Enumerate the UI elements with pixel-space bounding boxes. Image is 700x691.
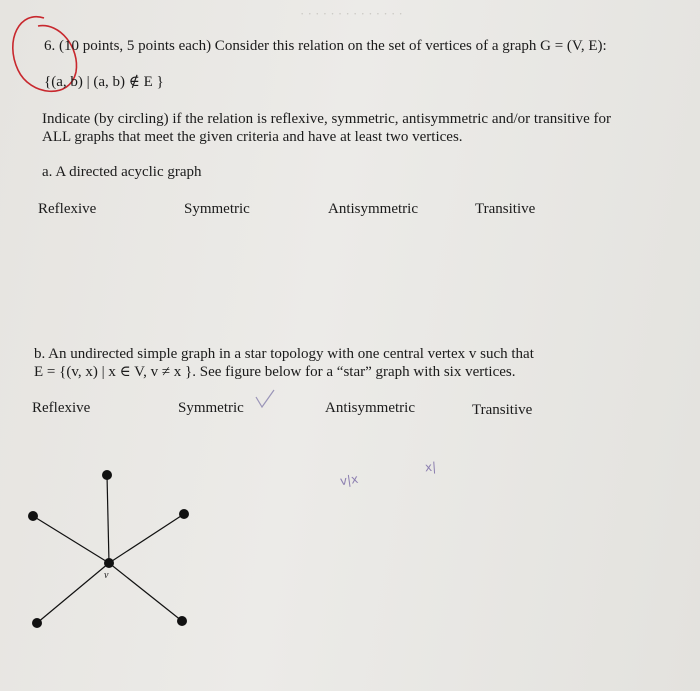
part-a-prompt: a. A directed acyclic graph <box>42 164 202 180</box>
part-b-option-symmetric[interactable]: Symmetric <box>178 400 244 416</box>
graph-vertex <box>28 511 38 521</box>
graph-edge <box>37 563 109 623</box>
handwritten-note-1: v|x <box>339 471 360 489</box>
graph-center-vertex <box>104 558 114 568</box>
graph-edge <box>33 516 109 563</box>
part-a-option-reflexive[interactable]: Reflexive <box>38 201 97 217</box>
part-b-option-transitive[interactable]: Transitive <box>472 402 533 418</box>
part-b-prompt-line-1: b. An undirected simple graph in a star topology with one central vertex v such that <box>34 346 534 362</box>
graph-edge <box>109 514 184 563</box>
graph-vertex <box>102 470 112 480</box>
handwritten-note-2: x| <box>424 459 437 475</box>
bleed-through-text: · · · · · · · · · · · · · · <box>300 6 403 21</box>
relation-definition: {(a, b) | (a, b) ∉ E } <box>44 74 164 90</box>
part-a-option-symmetric[interactable]: Symmetric <box>184 201 250 217</box>
graph-vertex <box>32 618 42 628</box>
part-a-option-transitive[interactable]: Transitive <box>475 201 536 217</box>
graph-vertex <box>177 616 187 626</box>
instructions-line-1: Indicate (by circling) if the relation is reflexive, symmetric, antisymmetric and/or transitive for <box>42 111 611 127</box>
graph-edge <box>109 563 182 621</box>
part-b-prompt-line-2: E = {(v, x) | x ∈ V, v ≠ x }. See figure below for a “star” graph with six vertices. <box>34 364 516 380</box>
question-title: 6. (10 points, 5 points each) Consider this relation on the set of vertices of a graph G = (V, E): <box>44 38 607 54</box>
part-b-option-reflexive[interactable]: Reflexive <box>32 400 91 416</box>
part-a-option-antisymmetric[interactable]: Antisymmetric <box>328 201 418 217</box>
graph-vertex <box>179 509 189 519</box>
graph-edge <box>107 475 109 563</box>
instructions-line-2: ALL graphs that meet the given criteria and have at least two vertices. <box>42 129 463 145</box>
center-vertex-label: v <box>104 570 109 581</box>
part-b-option-antisymmetric[interactable]: Antisymmetric <box>325 400 415 416</box>
